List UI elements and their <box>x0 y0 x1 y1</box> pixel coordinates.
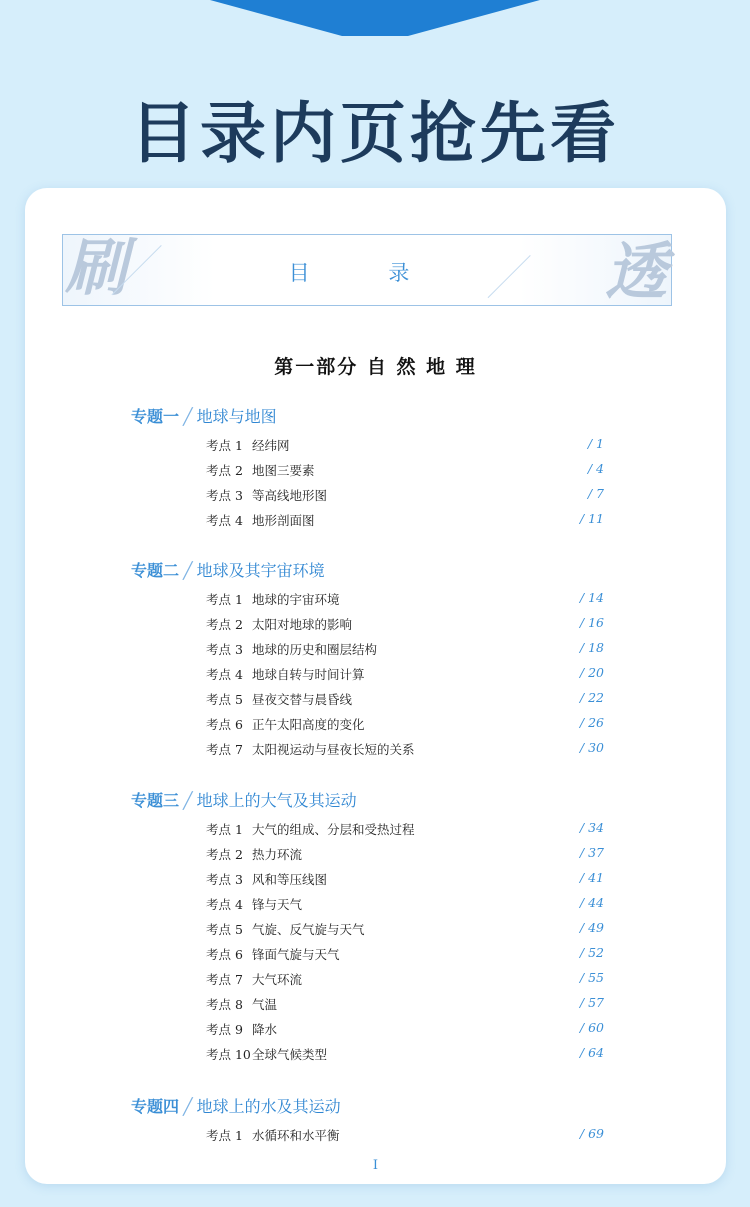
toc-entry[interactable] <box>206 665 604 685</box>
slash-icon: ╱ <box>183 407 193 426</box>
entry-label: 考点 1 <box>206 438 243 453</box>
toc-entry[interactable] <box>206 511 604 531</box>
entry-title: 地形剖面图 <box>252 513 315 528</box>
entry-title: 地球自转与时间计算 <box>252 667 365 682</box>
entry-page: / 1 <box>587 436 604 451</box>
section-tag: 专题三 <box>131 791 180 810</box>
entry-label: 考点 4 <box>206 667 243 682</box>
section-heading <box>131 1094 341 1117</box>
entry-page: / 4 <box>587 461 604 476</box>
entry-title: 气旋、反气旋与天气 <box>252 922 365 937</box>
section-tag: 专题一 <box>131 407 180 426</box>
toc-entry[interactable] <box>206 920 604 940</box>
toc-entry[interactable] <box>206 740 604 760</box>
entry-page: / 30 <box>579 740 604 755</box>
entry-title: 地球的历史和圈层结构 <box>252 642 378 657</box>
entry-label: 考点 7 <box>206 742 243 757</box>
section-heading <box>131 788 357 811</box>
entry-title: 气温 <box>252 997 278 1012</box>
entry-title: 大气的组成、分层和受热过程 <box>252 822 415 837</box>
section-name: 地球及其宇宙环境 <box>196 561 325 580</box>
entry-label: 考点 2 <box>206 463 243 478</box>
calligraphy-right: 透 <box>604 235 667 308</box>
toc-entry[interactable] <box>206 690 604 710</box>
entry-label: 考点 10 <box>206 1047 251 1062</box>
entry-page: / 44 <box>579 895 604 910</box>
entry-label: 考点 6 <box>206 947 243 962</box>
entry-title: 风和等压线图 <box>252 872 328 887</box>
entry-label: 考点 8 <box>206 997 243 1012</box>
entry-page: / 49 <box>579 920 604 935</box>
slash-icon: ╱ <box>183 561 193 580</box>
toc-entry[interactable] <box>206 715 604 735</box>
hero-title: 目录内页抢先看 <box>130 95 620 172</box>
entry-label: 考点 5 <box>206 922 243 937</box>
entry-label: 考点 1 <box>206 1128 243 1143</box>
entry-title: 太阳视运动与昼夜长短的关系 <box>252 742 415 757</box>
entry-label: 考点 1 <box>206 592 243 607</box>
toc-card <box>25 188 726 1184</box>
entry-page: / 18 <box>579 640 604 655</box>
entry-title: 等高线地形图 <box>252 488 328 503</box>
entry-page: / 34 <box>579 820 604 835</box>
entry-title: 锋面气旋与天气 <box>252 947 340 962</box>
entry-page: / 7 <box>587 486 604 501</box>
section-name: 地球与地图 <box>196 407 277 426</box>
entry-title: 地图三要素 <box>252 463 315 478</box>
toc-entry[interactable] <box>206 640 604 660</box>
entry-page: / 52 <box>579 945 604 960</box>
toc-entry[interactable] <box>206 1045 604 1065</box>
entry-title: 降水 <box>252 1022 278 1037</box>
toc-title: 目 录 <box>288 261 446 285</box>
page-number: I <box>372 1158 379 1173</box>
top-banner <box>210 0 540 36</box>
toc-entry[interactable] <box>206 590 604 610</box>
entry-page: / 69 <box>579 1126 604 1141</box>
entry-page: / 22 <box>579 690 604 705</box>
section-name: 地球上的水及其运动 <box>196 1097 341 1116</box>
entry-title: 大气环流 <box>252 972 303 987</box>
toc-entry[interactable] <box>206 870 604 890</box>
entry-label: 考点 2 <box>206 617 243 632</box>
entry-page: / 20 <box>579 665 604 680</box>
entry-page: / 60 <box>579 1020 604 1035</box>
entry-page: / 41 <box>579 870 604 885</box>
entry-label: 考点 3 <box>206 642 243 657</box>
entry-page: / 64 <box>579 1045 604 1060</box>
calligraphy-left: 刷 <box>65 231 128 304</box>
entry-label: 考点 6 <box>206 717 243 732</box>
entry-page: / 37 <box>579 845 604 860</box>
entry-label: 考点 9 <box>206 1022 243 1037</box>
section-tag: 专题四 <box>131 1097 180 1116</box>
entry-page: / 16 <box>579 615 604 630</box>
toc-entry[interactable] <box>206 461 604 481</box>
toc-entry[interactable] <box>206 820 604 840</box>
toc-entry[interactable] <box>206 1126 604 1146</box>
entry-title: 全球气候类型 <box>252 1047 328 1062</box>
slash-icon: ╱ <box>183 791 193 810</box>
part-title: 第一部分 自 然 地 理 <box>274 356 477 378</box>
toc-entry[interactable] <box>206 970 604 990</box>
toc-entry[interactable] <box>206 945 604 965</box>
section-tag: 专题二 <box>131 561 180 580</box>
section-heading <box>131 404 277 427</box>
toc-entry[interactable] <box>206 845 604 865</box>
entry-title: 昼夜交替与晨昏线 <box>252 692 353 707</box>
toc-header <box>62 231 672 308</box>
entry-title: 地球的宇宙环境 <box>252 592 340 607</box>
entry-title: 锋与天气 <box>252 897 303 912</box>
entry-label: 考点 3 <box>206 872 243 887</box>
entry-page: / 14 <box>579 590 604 605</box>
entry-label: 考点 7 <box>206 972 243 987</box>
entry-title: 正午太阳高度的变化 <box>252 717 365 732</box>
entry-label: 考点 2 <box>206 847 243 862</box>
toc-entry[interactable] <box>206 1020 604 1040</box>
entry-title: 太阳对地球的影响 <box>252 617 353 632</box>
entry-label: 考点 1 <box>206 822 243 837</box>
section-heading <box>131 558 325 581</box>
entry-label: 考点 4 <box>206 513 243 528</box>
entry-title: 经纬网 <box>252 438 290 453</box>
toc-entry[interactable] <box>206 615 604 635</box>
entry-title: 水循环和水平衡 <box>252 1128 340 1143</box>
toc-entry[interactable] <box>206 895 604 915</box>
section-name: 地球上的大气及其运动 <box>196 791 357 810</box>
entry-label: 考点 4 <box>206 897 243 912</box>
entry-page: / 26 <box>579 715 604 730</box>
entry-title: 热力环流 <box>252 847 303 862</box>
entry-page: / 55 <box>579 970 604 985</box>
entry-label: 考点 5 <box>206 692 243 707</box>
toc-entry[interactable] <box>206 486 604 506</box>
toc-entry[interactable] <box>206 436 604 456</box>
entry-page: / 11 <box>579 511 604 526</box>
entry-page: / 57 <box>579 995 604 1010</box>
entry-label: 考点 3 <box>206 488 243 503</box>
toc-entry[interactable] <box>206 995 604 1015</box>
slash-icon: ╱ <box>183 1097 193 1116</box>
